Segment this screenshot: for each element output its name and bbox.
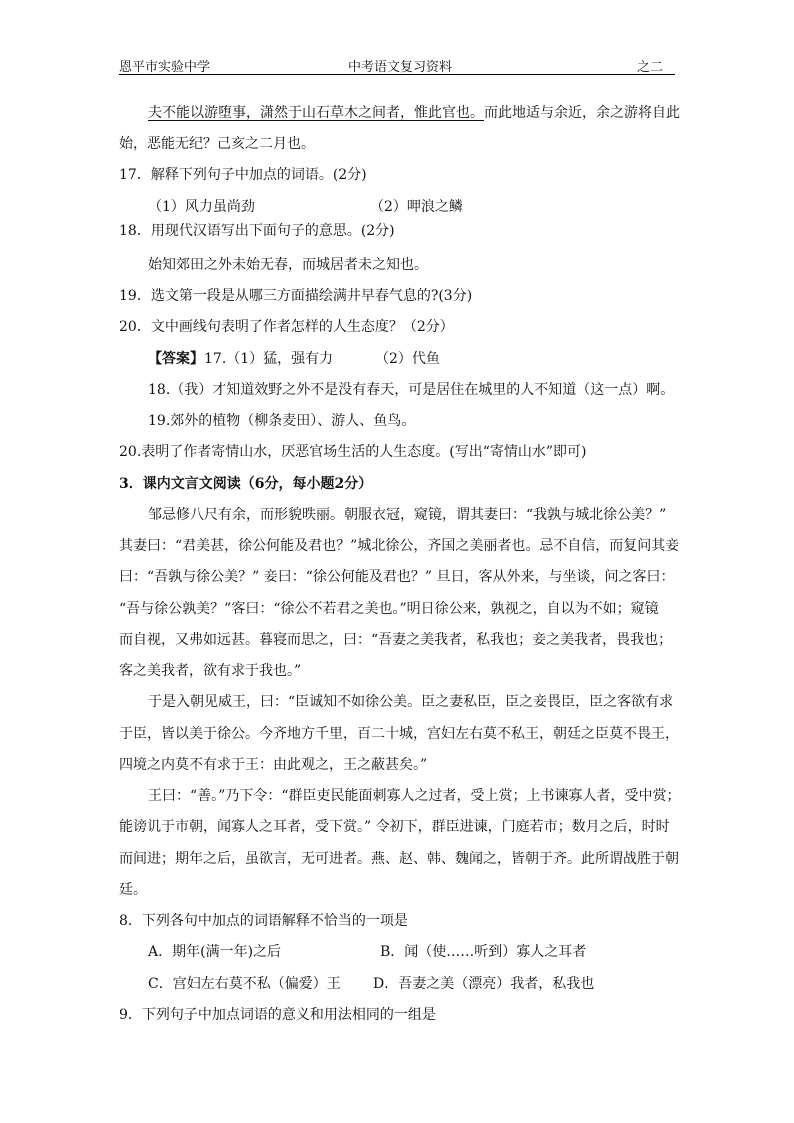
passage-line: 于臣，皆以美于徐公。今齐地方千里，百二十城，宫妇左右莫不私王，朝廷之臣莫不畏王， — [119, 726, 679, 742]
question-18: 18．用现代汉语写出下面句子的意思。(2分) — [119, 223, 395, 239]
passage-line: 于是入朝见威王，曰：“臣诚知不如徐公美。臣之妻私臣，臣之妾畏臣，臣之客欲有求 — [148, 694, 674, 710]
passage-line: 而自视，又弗如远甚。暮寝而思之，曰：“吾妻之美我者，私我也；妾之美我者，畏我也； — [119, 632, 673, 648]
header-title: 中考语文复习资料 — [348, 60, 453, 75]
passage-line: 其妻曰：“君美甚，徐公何能及君也？”城北徐公，齐国之美丽者也。忌不自信，而复问其妾 — [119, 538, 680, 554]
option-a: A．期年(满一年)之后 — [148, 944, 282, 960]
answer-20: 20.表明了作者寄情山水，厌恶官场生活的人生态度。(写出“寄情山水”即可) — [119, 444, 587, 460]
passage-line: 曰：“吾孰与徐公美？” 妾曰：“徐公何能及君也？” 旦日，客从外来，与坐谈，问之客曰： — [119, 569, 675, 585]
answer-18: 18.（我）才知道效野之外不是没有春天，可是居住在城里的人不知道（这一点）啊。 — [148, 382, 675, 398]
answer-19: 19.郊外的植物（柳条麦田）、游人、鱼鸟。 — [148, 413, 416, 429]
passage-line: 王曰：“善。”乃下令：“群臣吏民能面刺寡人之过者，受上赏；上书谏寡人者，受中赏； — [148, 788, 681, 804]
passage-line: 四境之内莫不有求于王：由此观之，王之蔽甚矣。” — [119, 757, 428, 773]
passage-line: 廷。 — [119, 882, 147, 898]
question-8: 8．下列各句中加点的词语解释不恰当的一项是 — [119, 913, 408, 929]
question-17: 17．解释下列句子中加点的词语。(2分) — [119, 167, 367, 183]
question-17-item-1: （1）风力虽尚劲 — [148, 199, 255, 215]
passage-line: “吾与徐公孰美？”客曰：“徐公不若君之美也。”明日徐公来，孰视之，自以为不如；窥镜 — [119, 601, 659, 617]
question-9: 9．下列句子中加点词语的意义和用法相同的一组是 — [119, 1007, 436, 1023]
header-school: 恩平市实验中学 — [119, 60, 211, 75]
section-heading: 3．课内文言文阅读（6分，每小题2分） — [119, 476, 373, 492]
option-b: B．闻（使……听到）寡人之耳者 — [380, 944, 587, 960]
option-c: C．宫妇左右莫不私（偏爱）王 — [148, 976, 341, 992]
answer-17-1: 【答案】17.（1）猛，强有力 — [148, 351, 334, 367]
passage-line: 始，恶能无纪？己亥之二月也。 — [119, 136, 315, 152]
question-19: 19．选文第一段是从哪三方面描绘满井早春气息的?(3分) — [119, 288, 473, 304]
passage-line: 夫不能以游堕事，潇然于山石草木之间者，惟此官也。而此地适与余近，余之游将自此 — [148, 105, 680, 121]
question-17-item-2: （2）呷浪之鳞 — [370, 199, 463, 215]
page-header — [119, 54, 675, 75]
option-d: D．吾妻之美（漂亮）我者，私我也 — [373, 976, 595, 992]
passage-line: 而间进；期年之后，虽欲言，无可进者。燕、赵、韩、魏闻之，皆朝于齐。此所谓战胜于朝 — [119, 851, 679, 867]
question-20: 20．文中画线句表明了作者怎样的人生态度？（2分） — [119, 319, 454, 335]
passage-line: 能谤讥于市朝，闻寡人之耳者，受下赏。” 令初下，群臣进谏，门庭若市；数月之后，时时 — [119, 819, 670, 835]
answer-17-2: （2）代鱼 — [375, 351, 440, 367]
answer-label: 【答案】 — [148, 351, 204, 367]
passage-line: 邹忌修八尺有余，而形貌昳丽。朝服衣冠，窥镜，谓其妻曰：“我孰与城北徐公美？” — [148, 507, 667, 523]
passage-line: 客之美我者，欲有求于我也。” — [119, 663, 302, 679]
question-18-sentence: 始知郊田之外未始无春，而城居者未之知也。 — [148, 257, 428, 273]
underlined-sentence: 夫不能以游堕事，潇然于山石草木之间者，惟此官也。 — [148, 105, 484, 121]
header-part: 之二 — [636, 60, 663, 75]
